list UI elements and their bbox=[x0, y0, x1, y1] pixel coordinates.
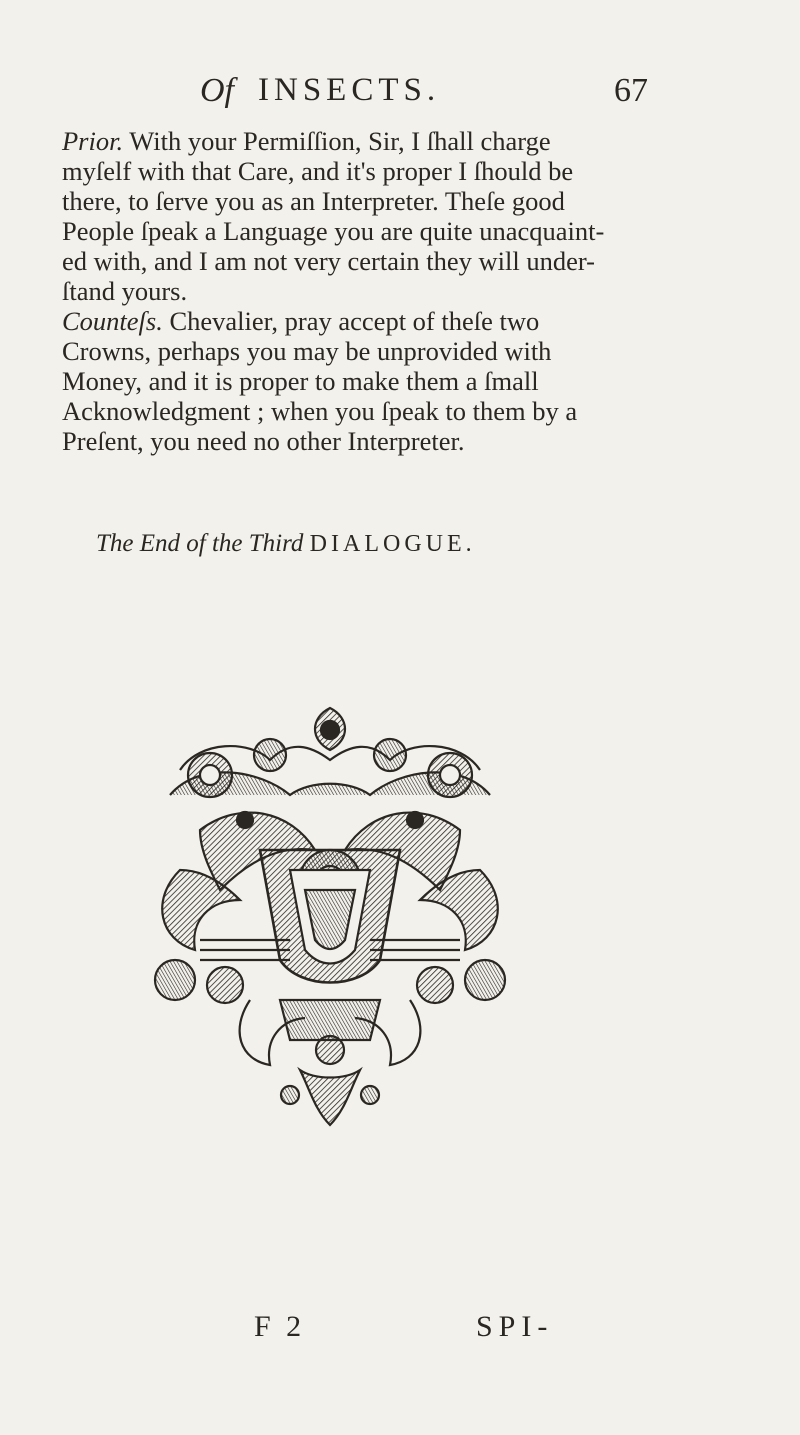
end-line-italic: The End of the Third bbox=[96, 530, 304, 557]
line-text: With your Permiſſion, Sir, I ſhall charge bbox=[129, 126, 551, 156]
text-line bbox=[62, 308, 539, 335]
running-head bbox=[200, 72, 680, 122]
line-text: Chevalier, pray accept of theſe two bbox=[169, 306, 540, 336]
section-end-line bbox=[96, 530, 476, 558]
text-line: ſtand yours. bbox=[62, 276, 188, 306]
text-line: myſelf with that Care, and it's proper I ſhould be bbox=[62, 156, 574, 186]
text-line: Money, and it is proper to make them a ſmall bbox=[62, 366, 539, 396]
running-head-of: Of bbox=[200, 72, 234, 109]
signature-mark: F 2 bbox=[254, 1310, 306, 1343]
page-number: 67 bbox=[614, 72, 648, 109]
text-line: there, to ſerve you as an Interpreter. Theſe good bbox=[62, 186, 565, 216]
speaker-prior: Prior. bbox=[62, 126, 124, 156]
page-footer bbox=[0, 1310, 800, 1350]
floral-tailpiece-icon bbox=[140, 700, 520, 1140]
speaker-countess: Counteſs. bbox=[62, 306, 163, 336]
end-line-caps: DIALOGUE. bbox=[309, 531, 476, 557]
running-head-title: INSECTS. bbox=[258, 72, 441, 108]
text-line bbox=[62, 128, 551, 155]
text-line: Crowns, perhaps you may be unprovided with bbox=[62, 336, 552, 366]
text-line: People ſpeak a Language you are quite unacquaint- bbox=[62, 216, 605, 246]
text-line: ed with, and I am not very certain they will under- bbox=[62, 246, 595, 276]
text-line: Acknowledgment ; when you ſpeak to them by a bbox=[62, 396, 578, 426]
catchword: SPI- bbox=[476, 1310, 554, 1343]
text-line: Preſent, you need no other Interpreter. bbox=[62, 426, 465, 456]
